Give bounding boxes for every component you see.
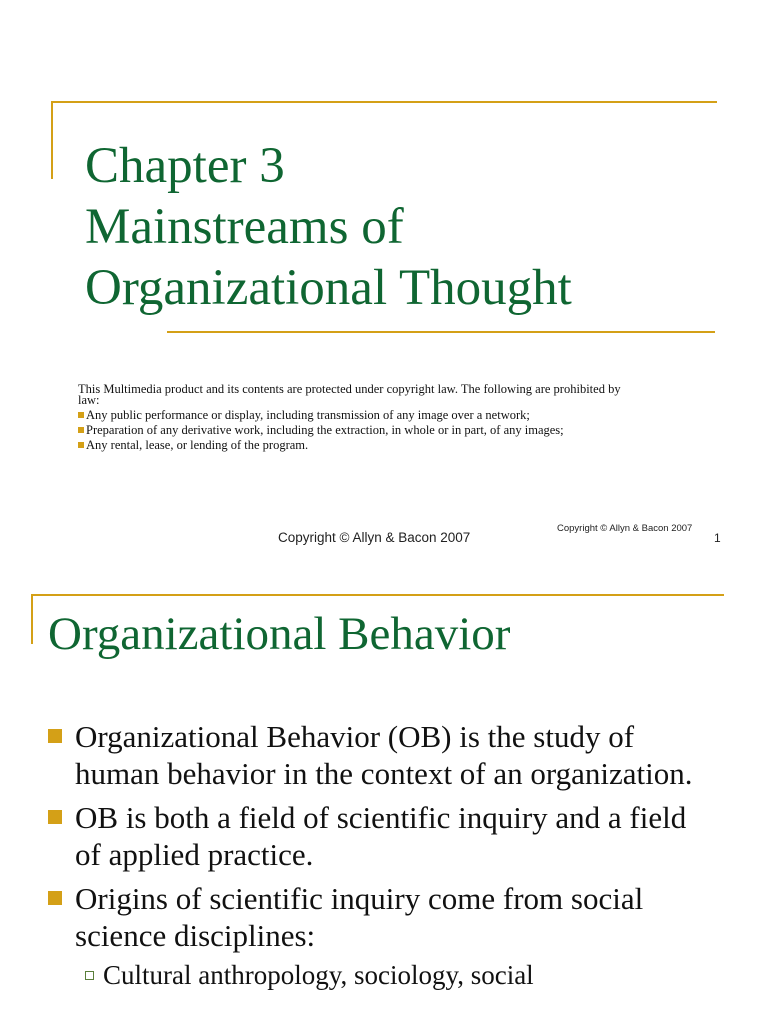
bullet-item <box>0 880 768 991</box>
top-rule-horizontal <box>51 101 717 103</box>
slide-title <box>85 136 572 319</box>
bullet-text: Origins of scientific inquiry come from social science disciplines: <box>75 881 644 953</box>
notice-intro: This Multimedia product and its contents are protected under copyright law. The following are prohibited by law: <box>78 382 621 407</box>
square-bullet-icon <box>78 427 84 433</box>
footer-copyright: Copyright © Allyn & Bacon 2007 <box>278 530 471 545</box>
title-underline-rule <box>167 331 715 333</box>
square-bullet-icon <box>48 729 62 743</box>
notice-item <box>78 410 623 421</box>
square-bullet-icon <box>48 891 62 905</box>
notice-item <box>78 425 623 436</box>
bullet-text: Organizational Behavior (OB) is the study of human behavior in the context of an organization. <box>75 719 693 791</box>
title-line-1: Chapter 3 <box>85 138 285 194</box>
title-line-2: Mainstreams of <box>85 199 404 255</box>
sub-bullet-item <box>0 959 718 991</box>
copyright-notice <box>78 384 623 455</box>
top-rule-vertical <box>51 101 53 179</box>
slide-title: Organizational Behavior <box>48 608 511 660</box>
content-slide <box>0 566 768 1024</box>
notice-item <box>78 440 623 451</box>
bullet-list <box>0 718 768 998</box>
page-number: 1 <box>714 531 721 545</box>
bullet-item <box>0 718 768 792</box>
notice-item-text: Any public performance or display, including transmission of any image over a network; <box>86 408 530 422</box>
notice-item-text: Preparation of any derivative work, including the extraction, in whole or in part, of any images; <box>86 423 564 437</box>
footer-copyright-small: Copyright © Allyn & Bacon 2007 <box>557 523 693 534</box>
square-bullet-icon <box>48 810 62 824</box>
sub-bullet-text: Cultural anthropology, sociology, social <box>103 960 534 990</box>
top-rule-vertical <box>31 594 33 644</box>
title-line-3: Organizational Thought <box>85 260 572 316</box>
notice-item-text: Any rental, lease, or lending of the program. <box>86 438 309 452</box>
top-rule-horizontal <box>31 594 724 596</box>
bullet-text: OB is both a field of scientific inquiry and a field of applied practice. <box>75 800 687 872</box>
bullet-item <box>0 799 768 873</box>
square-bullet-icon <box>78 442 84 448</box>
square-bullet-icon <box>78 412 84 418</box>
hollow-square-bullet-icon <box>85 971 94 980</box>
